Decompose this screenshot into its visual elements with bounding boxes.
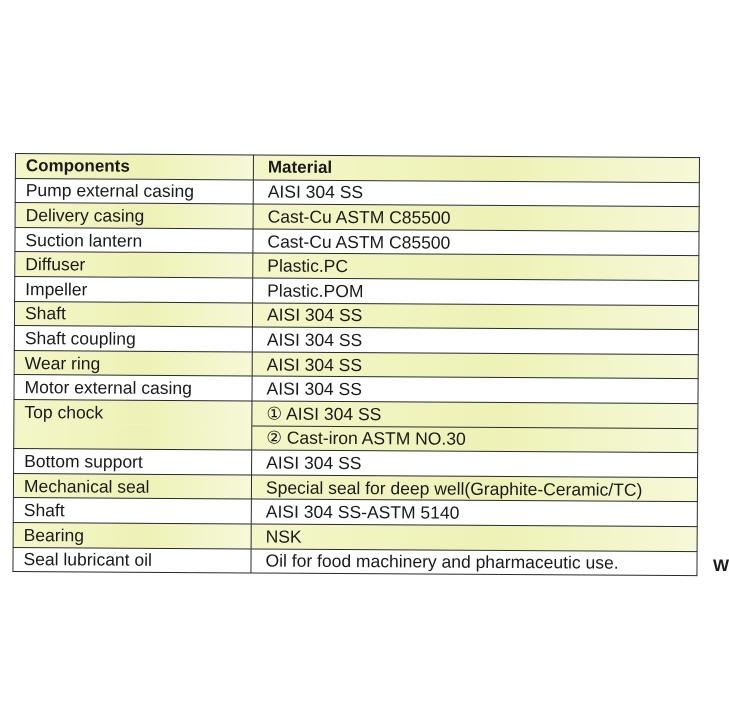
component-cell: Shaft xyxy=(13,498,251,524)
header-material: Material xyxy=(253,155,699,182)
table-row xyxy=(13,547,697,576)
material-cell: AISI 304 SS xyxy=(253,180,699,207)
component-cell: Shaft coupling xyxy=(14,326,252,352)
material-cell: Plastic.PC xyxy=(253,253,699,280)
material-cell: AISI 304 SS xyxy=(252,303,698,330)
component-cell: Top chock xyxy=(14,399,252,425)
component-cell: Bottom support xyxy=(14,449,252,475)
component-cell xyxy=(14,424,252,450)
component-cell: Motor external casing xyxy=(14,375,252,401)
material-cell: Oil for food machinery and pharmaceutic use. xyxy=(251,548,697,575)
component-cell: Shaft xyxy=(14,301,252,327)
material-cell: Cast-Cu ASTM C85500 xyxy=(253,229,699,256)
component-cell: Suction lantern xyxy=(15,227,253,253)
material-cell: Special seal for deep well(Graphite-Ceramic/TC) xyxy=(251,475,697,502)
material-cell: AISI 304 SS xyxy=(252,352,698,379)
material-cell: NSK xyxy=(251,524,697,551)
material-cell: Plastic.POM xyxy=(253,278,699,305)
material-cell: Cast-Cu ASTM C85500 xyxy=(253,204,699,231)
material-cell: ① AISI 304 SS xyxy=(252,401,698,428)
material-cell: AISI 304 SS xyxy=(252,327,698,354)
component-cell: Wear ring xyxy=(14,350,252,376)
component-cell: Impeller xyxy=(15,276,253,302)
material-cell: AISI 304 SS-ASTM 5140 xyxy=(251,499,697,526)
component-cell: Delivery casing xyxy=(15,203,253,229)
header-components: Components xyxy=(15,154,253,180)
material-cell: AISI 304 SS xyxy=(252,450,698,477)
material-cell: ② Cast-iron ASTM NO.30 xyxy=(252,425,698,452)
component-cell: Mechanical seal xyxy=(13,473,251,499)
component-cell: Seal lubricant oil xyxy=(13,547,251,573)
cropped-edge-text: W xyxy=(713,556,729,575)
component-cell: Bearing xyxy=(13,522,251,548)
material-cell: AISI 304 SS xyxy=(252,376,698,403)
materials-table xyxy=(12,153,700,576)
component-cell: Pump external casing xyxy=(15,178,253,204)
component-cell: Diffuser xyxy=(15,252,253,278)
